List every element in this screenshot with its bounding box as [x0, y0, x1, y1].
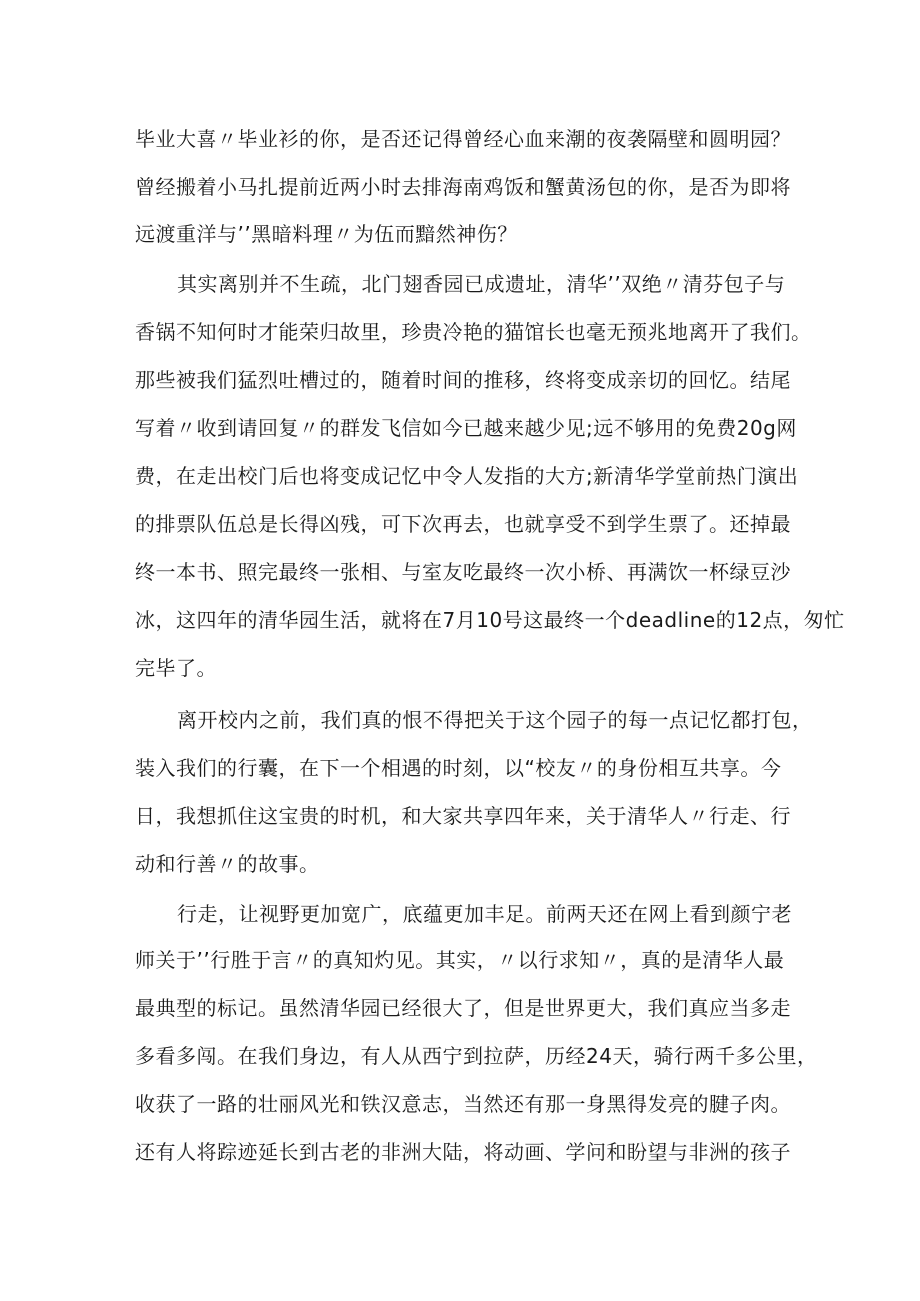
text-line: 还有人将踪迹延长到古老的非洲大陆，将动画、学问和盼望与非洲的孩子 [135, 1140, 791, 1164]
text-line: 写着〃收到请回复〃的群发飞信如今已越来越少见;远不够用的免费20g网 [135, 416, 797, 440]
paragraph-first-line: 行走，让视野更加宽广，底蕴更加丰足。前两天还在网上看到颜宁老 [177, 902, 792, 926]
text-line: 的排票队伍总是长得凶残，可下次再去，也就享受不到学生票了。还掉最 [135, 512, 791, 536]
paragraph-first-line: 其实离别并不生疏，北门翅香园已成遗址，清华’’双绝〃清芬包子与 [177, 272, 786, 296]
text-line: 终一本书、照完最终一张相、与室友吃最终一次小桥、再满饮一杯绿豆沙 [135, 560, 791, 584]
text-line: 香锅不知何时才能荣归故里，珍贵冷艳的猫馆长也毫无预兆地离开了我们。 [135, 320, 812, 344]
text-line: 曾经搬着小马扎提前近两小时去排海南鸡饭和蟹黄汤包的你，是否为即将 [135, 175, 791, 199]
text-line: 远渡重洋与’’黑暗料理〃为伍而黯然神伤？ [135, 222, 518, 246]
text-line: 师关于’’行胜于言〃的真知灼见。其实，〃以行求知〃，真的是清华人最 [135, 948, 785, 972]
text-line: 日，我想抓住这宝贵的时机，和大家共享四年来，关于清华人〃行走、行 [135, 804, 791, 828]
text-line: 多看多闯。在我们身边，有人从西宁到拉萨，历经24天，骑行两千多公里， [135, 1044, 818, 1068]
text-line: 毕业大喜〃毕业衫的你，是否还记得曾经心血来潮的夜袭隔壁和圆明园？ [135, 127, 791, 151]
text-line: 冰，这四年的清华园生活，就将在7月10号这最终一个deadline的12点，匆忙 [135, 608, 845, 632]
text-line: 装入我们的行囊，在下一个相遇的时刻，以“校友〃的身份相互共享。今 [135, 756, 782, 780]
text-line: 那些被我们猛烈吐槽过的，随着时间的推移，终将变成亲切的回忆。结尾 [135, 368, 791, 392]
paragraph-first-line: 离开校内之前，我们真的恨不得把关于这个园子的每一点记忆都打包， [177, 708, 813, 732]
text-line: 动和行善〃的故事。 [135, 852, 320, 876]
text-line: 完毕了。 [135, 656, 217, 680]
text-line: 最典型的标记。虽然清华园已经很大了，但是世界更大，我们真应当多走 [135, 996, 791, 1020]
text-line: 费，在走出校门后也将变成记忆中令人发指的大方;新清华学堂前热门演出 [135, 464, 799, 488]
text-line: 收获了一路的壮丽风光和铁汉意志，当然还有那一身黑得发亮的腱子肉。 [135, 1092, 791, 1116]
